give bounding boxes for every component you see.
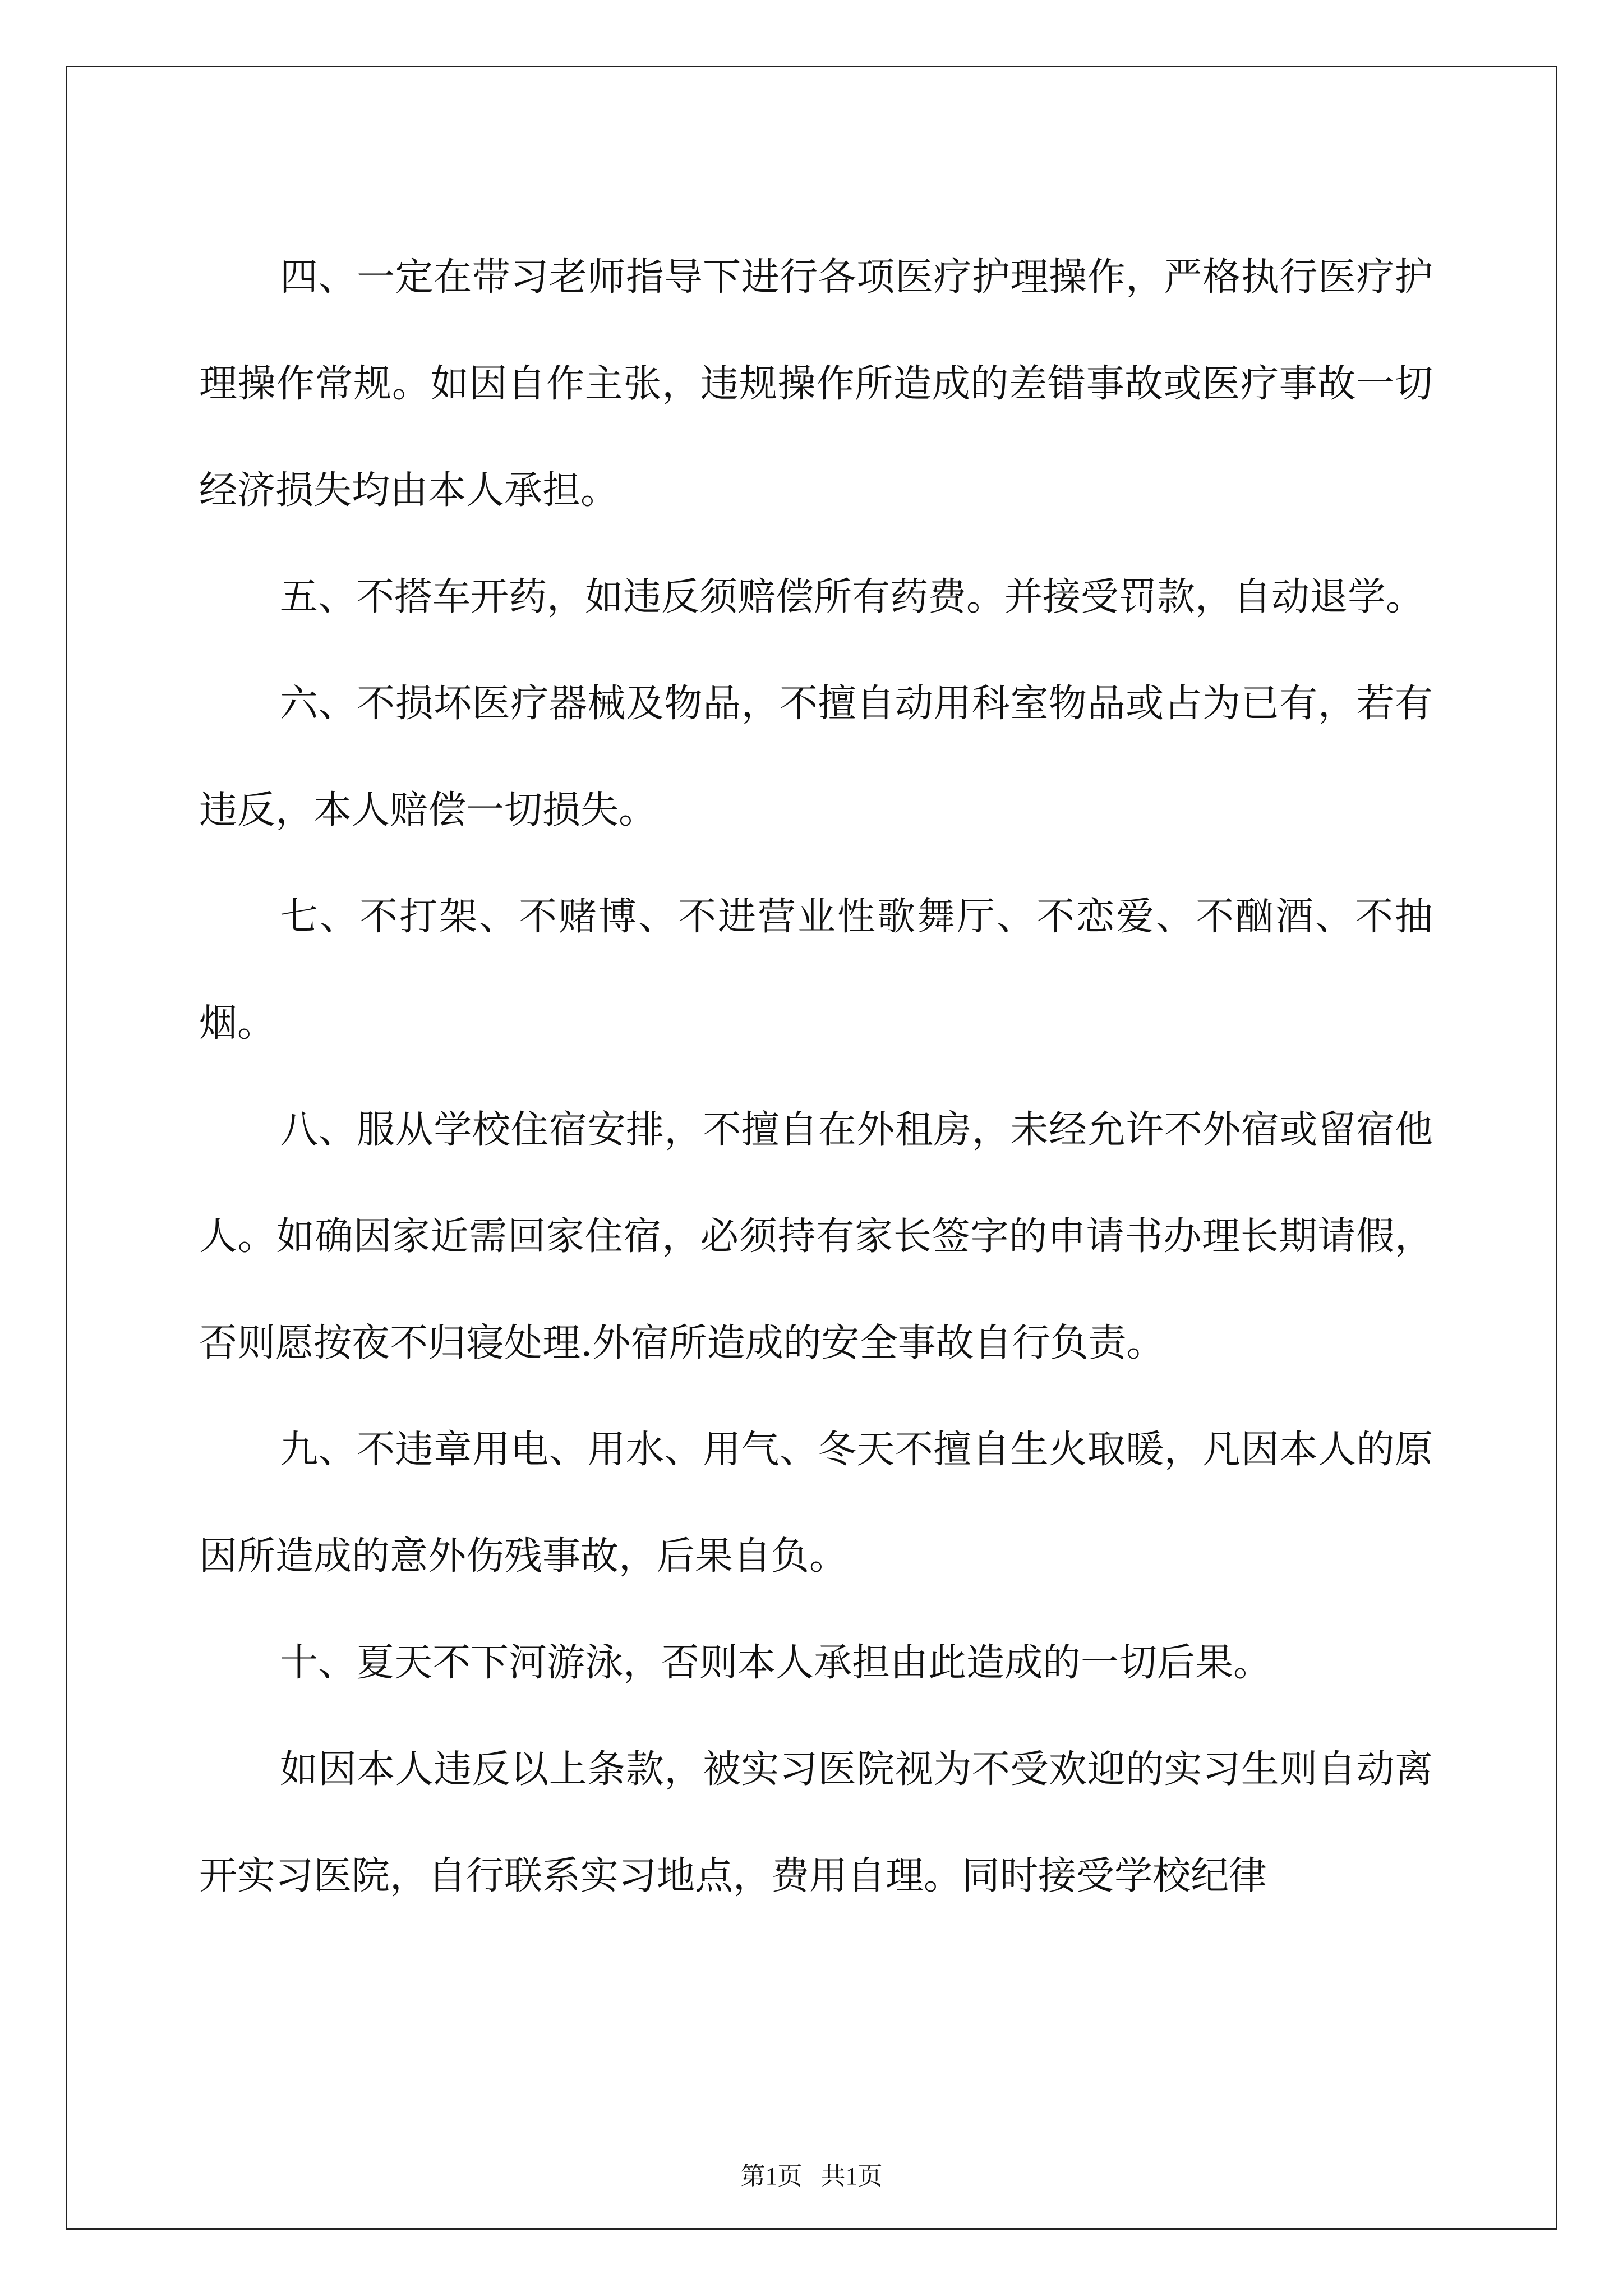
paragraph-6: 六、不损坏医疗器械及物品，不擅自动用科室物品或占为已有，若有违反，本人赔偿一切损失。 bbox=[199, 682, 1433, 832]
paragraph-closing: 如因本人违反以上条款，被实习医院视为不受欢迎的实习生则自动离开实习医院，自行联系实习地点，费用自理。同时接受学校纪律 bbox=[199, 1747, 1433, 1898]
paragraph-5: 五、不搭车开药，如违反须赔偿所有药费。并接受罚款，自动退学。 bbox=[280, 575, 1424, 619]
paragraph-8: 八、服从学校住宿安排，不擅自在外租房，未经允许不外宿或留宿他人。如确因家近需回家住宿，必须持有家长签字的申请书办理长期请假，否则愿按夜不归寝处理.外宿所造成的安全事故自行负责。 bbox=[199, 1108, 1433, 1365]
document-body bbox=[199, 224, 1433, 1930]
page-number-footer: 第1页 共1页 bbox=[740, 2162, 883, 2190]
paragraph-4: 四、一定在带习老师指导下进行各项医疗护理操作，严格执行医疗护理操作常规。如因自作主张，违规操作所造成的差错事故或医疗事故一切经济损失均由本人承担。 bbox=[199, 255, 1433, 513]
paragraph-9: 九、不违章用电、用水、用气、冬天不擅自生火取暖，凡因本人的原因所造成的意外伤残事故，后果自负。 bbox=[199, 1428, 1433, 1579]
paragraph-7: 七、不打架、不赌博、不进营业性歌舞厅、不恋爱、不酗酒、不抽烟。 bbox=[199, 895, 1433, 1046]
paragraph-10: 十、夏天不下河游泳，否则本人承担由此造成的一切后果。 bbox=[280, 1641, 1272, 1685]
